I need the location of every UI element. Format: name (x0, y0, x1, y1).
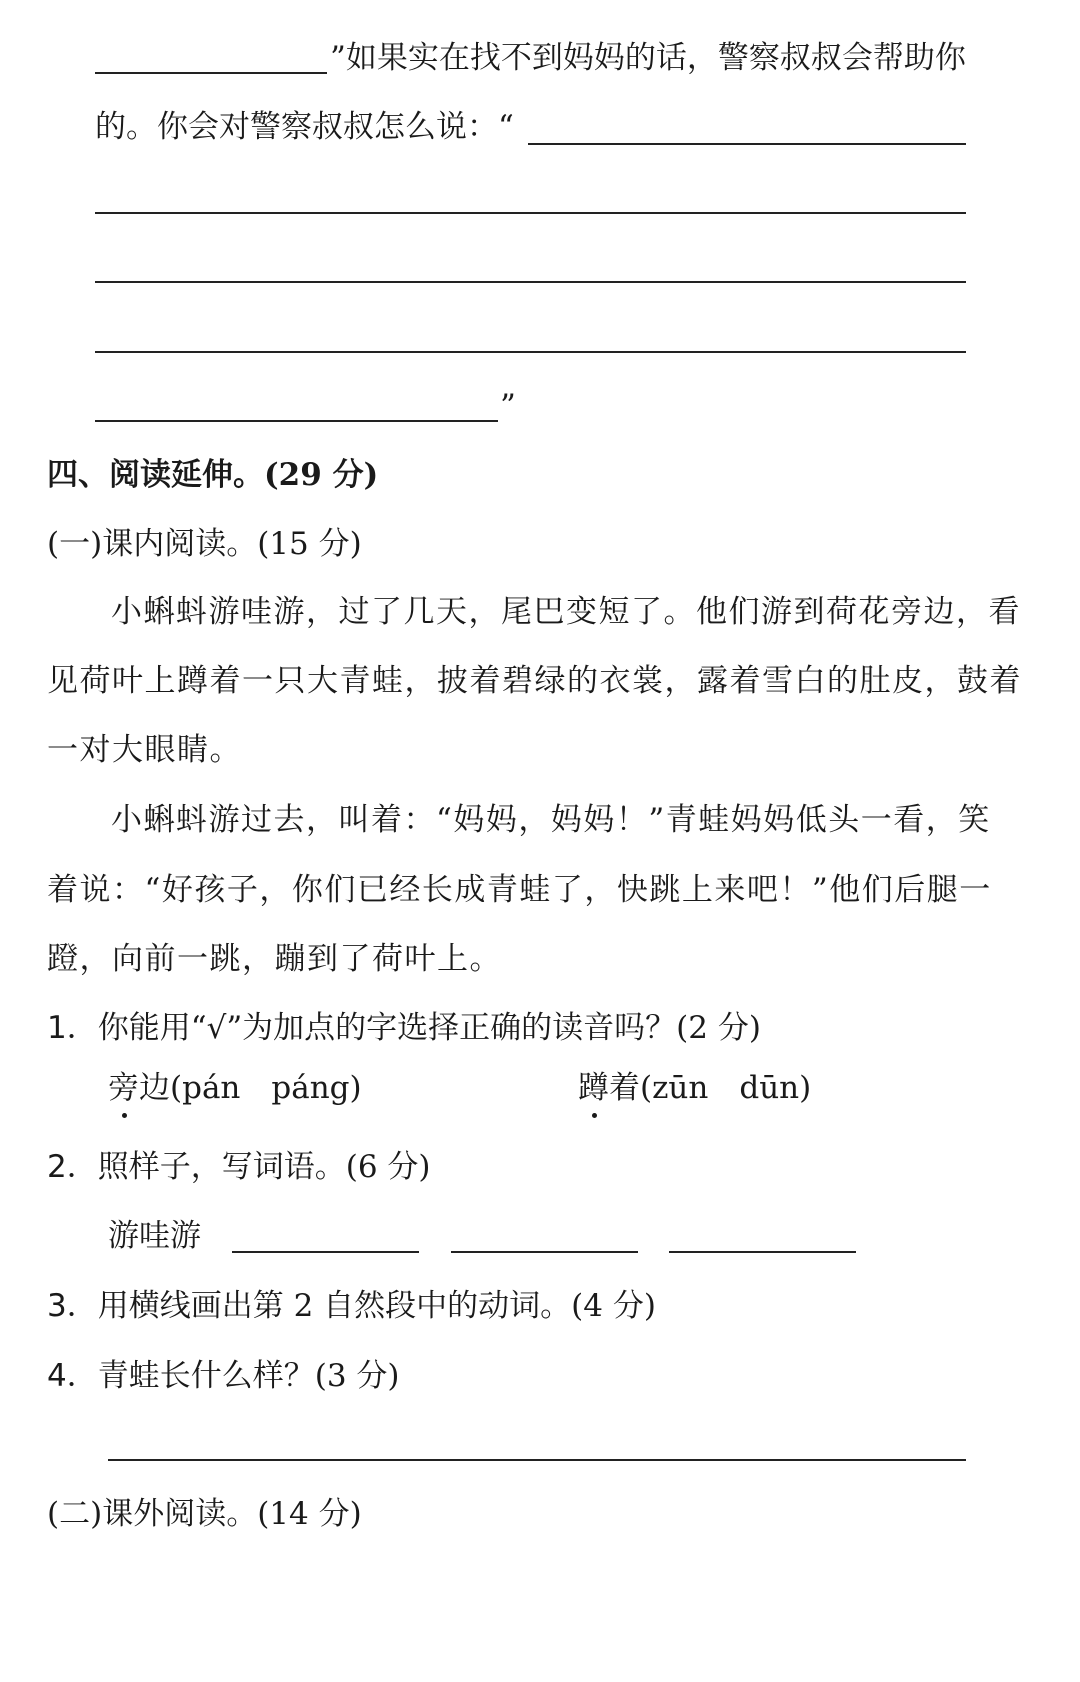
answer-blank-line[interactable] (528, 143, 966, 145)
answer-blank-line[interactable] (232, 1251, 419, 1253)
question-4 (47, 1356, 1080, 1396)
passage-line (47, 730, 1080, 770)
question-text: 照样子，写词语。(6 分) (97, 1149, 431, 1185)
section-heading (47, 455, 1080, 495)
question-number: 4． (47, 1358, 98, 1394)
question-text: 青蛙长什么样？(3 分) (97, 1358, 400, 1394)
example-text: 游哇游 (108, 1218, 201, 1254)
passage-line (47, 661, 1080, 701)
question-text: ”如果实在找不到妈妈的话，警察叔叔会帮助你 (330, 40, 966, 76)
passage-text: 蹬，向前一跳，蹦到了荷叶上。 (47, 941, 502, 977)
question-number: 3． (47, 1288, 98, 1324)
passage-line (111, 800, 1080, 840)
subsection-heading-text: (一)课内阅读。(15 分) (47, 526, 362, 562)
question-number: 2． (47, 1149, 98, 1185)
closing-quote-text: ” (500, 388, 516, 424)
text-line (330, 38, 980, 78)
section-heading-text: 四、阅读延伸。(29 分) (47, 457, 379, 493)
closing-quote (500, 386, 540, 426)
passage-line (47, 939, 1080, 979)
passage-line (47, 870, 1080, 910)
question-text: 你能用“√”为加点的字选择正确的读音吗？(2 分) (97, 1010, 761, 1046)
passage-text: 一对大眼睛。 (47, 732, 242, 768)
passage-line (111, 592, 1080, 632)
dotted-character: 旁 (108, 1070, 139, 1106)
answer-blank-line[interactable] (95, 281, 966, 283)
answer-blank-line[interactable] (108, 1459, 966, 1461)
question-text: 用横线画出第 2 自然段中的动词。(4 分) (97, 1288, 656, 1324)
pinyin-options[interactable]: 边(pán páng) (139, 1070, 362, 1106)
dotted-character: 蹲 (578, 1070, 609, 1106)
text-line (95, 107, 535, 147)
answer-blank-line[interactable] (451, 1251, 638, 1253)
question-3 (47, 1286, 1080, 1326)
subsection-heading-text: (二)课外阅读。(14 分) (47, 1496, 362, 1532)
question-2 (47, 1147, 1080, 1187)
question-1 (47, 1008, 1080, 1048)
subsection-heading (47, 1494, 1080, 1534)
passage-text: 小蝌蚪游哇游，过了几天，尾巴变短了。他们游到荷花旁边，看 (111, 594, 1021, 630)
subsection-heading (47, 524, 1080, 564)
pinyin-options[interactable]: 着(zūn dūn) (609, 1070, 812, 1106)
answer-blank-line[interactable] (95, 212, 966, 214)
answer-blank-line[interactable] (669, 1251, 856, 1253)
answer-blank-line[interactable] (95, 72, 327, 74)
answer-blank-line[interactable] (95, 420, 498, 422)
passage-text: 着说：“好孩子，你们已经长成青蛙了，快跳上来吧！”他们后腿一 (47, 872, 992, 908)
pinyin-choice-1 (108, 1068, 508, 1108)
example-word (108, 1216, 228, 1256)
question-number: 1． (47, 1010, 98, 1046)
answer-blank-line[interactable] (95, 351, 966, 353)
passage-text: 小蝌蚪游过去，叫着：“妈妈，妈妈！”青蛙妈妈低头一看，笑 (111, 802, 991, 838)
question-text: 的。你会对警察叔叔怎么说：“ (95, 109, 514, 145)
pinyin-choice-2 (578, 1068, 978, 1108)
passage-text: 见荷叶上蹲着一只大青蛙，披着碧绿的衣裳，露着雪白的肚皮，鼓着 (47, 663, 1022, 699)
